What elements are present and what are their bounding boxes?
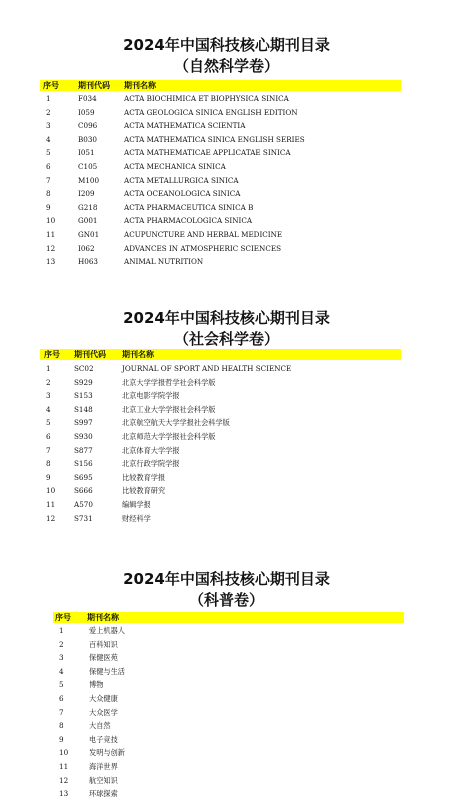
section-subtitle: （科普卷） bbox=[188, 591, 264, 609]
cell-no: 10 bbox=[46, 216, 56, 226]
table-row bbox=[53, 706, 404, 720]
cell-code: S153 bbox=[74, 391, 93, 401]
section-social-science bbox=[0, 309, 453, 523]
table-row bbox=[53, 678, 404, 692]
cell-name: 编辑学报 bbox=[122, 499, 151, 509]
cell-code: SC02 bbox=[74, 364, 94, 373]
cell-no: 6 bbox=[46, 431, 51, 441]
cell-code: S156 bbox=[74, 459, 93, 469]
cell-no: 5 bbox=[46, 148, 51, 158]
cell-no: 8 bbox=[46, 189, 51, 199]
cell-name: 爱上机器人 bbox=[89, 626, 125, 635]
table-row bbox=[40, 457, 401, 471]
cell-no: 5 bbox=[46, 418, 51, 428]
cell-name: 比较教育研究 bbox=[122, 486, 166, 496]
table-row bbox=[53, 665, 404, 679]
section-natural-science bbox=[0, 36, 453, 267]
table-header bbox=[53, 612, 404, 623]
table-row bbox=[40, 92, 401, 106]
cell-name: 北京师范大学学报社会科学版 bbox=[122, 431, 216, 441]
header-no: 序号 bbox=[44, 350, 60, 359]
cell-no: 1 bbox=[46, 364, 51, 373]
cell-code: I209 bbox=[78, 189, 95, 199]
cell-name: ACTA MATHEMATICA SINICA ENGLISH SERIES bbox=[124, 134, 305, 144]
section-title: 2024年中国科技核心期刊目录 bbox=[123, 36, 330, 54]
cell-name: 北京体育大学学报 bbox=[122, 445, 180, 455]
cell-no: 2 bbox=[46, 107, 51, 117]
table-row bbox=[40, 416, 401, 430]
table-body bbox=[40, 362, 401, 525]
table-row bbox=[40, 174, 401, 188]
section-subtitle: （社会科学卷） bbox=[173, 330, 279, 348]
cell-name: 保健医苑 bbox=[89, 653, 118, 663]
cell-no: 13 bbox=[46, 257, 56, 267]
table-header bbox=[40, 80, 401, 91]
cell-name: 海洋世界 bbox=[89, 761, 118, 771]
table-row bbox=[40, 119, 401, 133]
table-row bbox=[53, 624, 404, 638]
cell-name: ACTA METALLURGICA SINICA bbox=[124, 175, 239, 185]
cell-no: 1 bbox=[59, 626, 64, 635]
cell-name: ACTA PHARMACOLOGICA SINICA bbox=[124, 216, 253, 226]
cell-no: 8 bbox=[46, 459, 51, 469]
cell-code: S997 bbox=[74, 418, 93, 428]
cell-name: 百科知识 bbox=[89, 639, 118, 649]
header-no: 序号 bbox=[43, 81, 59, 90]
cell-no: 6 bbox=[46, 161, 51, 171]
table-row bbox=[53, 692, 404, 706]
table-row bbox=[53, 651, 404, 665]
cell-code: S695 bbox=[74, 472, 93, 482]
cell-code: I051 bbox=[78, 148, 95, 158]
cell-no: 11 bbox=[46, 499, 56, 509]
cell-name: ANIMAL NUTRITION bbox=[124, 257, 204, 267]
cell-no: 2 bbox=[59, 639, 64, 649]
cell-no: 12 bbox=[46, 513, 56, 523]
table-row bbox=[40, 160, 401, 174]
cell-no: 9 bbox=[46, 202, 51, 212]
header-name: 期刊名称 bbox=[87, 613, 119, 622]
cell-no: 4 bbox=[46, 404, 51, 414]
table-row bbox=[40, 146, 401, 160]
section-title: 2024年中国科技核心期刊目录 bbox=[123, 570, 330, 588]
table-row bbox=[40, 512, 401, 526]
cell-name: 比较教育学报 bbox=[122, 472, 166, 482]
table-header bbox=[40, 349, 401, 360]
cell-no: 4 bbox=[59, 666, 64, 676]
cell-name: ACTA MATHEMATICAE APPLICATAE SINICA bbox=[124, 148, 291, 158]
cell-name: ACTA OCEANOLOGICA SINICA bbox=[124, 189, 241, 199]
table-row bbox=[40, 187, 401, 201]
cell-no: 13 bbox=[59, 789, 69, 799]
cell-code: M100 bbox=[78, 175, 100, 185]
cell-no: 1 bbox=[46, 94, 51, 103]
cell-name: ACTA GEOLOGICA SINICA ENGLISH EDITION bbox=[124, 107, 298, 117]
section-popular-science bbox=[0, 570, 453, 799]
header-name: 期刊名称 bbox=[122, 350, 154, 359]
table-row bbox=[40, 362, 401, 376]
cell-code: A570 bbox=[74, 499, 93, 509]
cell-code: S929 bbox=[74, 377, 93, 387]
cell-name: 大众医学 bbox=[89, 707, 118, 717]
cell-no: 8 bbox=[59, 721, 64, 731]
cell-code: S877 bbox=[74, 445, 93, 455]
header-code: 期刊代码 bbox=[74, 350, 106, 359]
table-row bbox=[40, 242, 401, 256]
header-name: 期刊名称 bbox=[124, 81, 156, 90]
section-title: 2024年中国科技核心期刊目录 bbox=[123, 309, 330, 327]
table-row bbox=[40, 214, 401, 228]
cell-name: ACTA MATHEMATICA SCIENTIA bbox=[124, 121, 246, 131]
cell-no: 10 bbox=[59, 748, 69, 758]
cell-no: 3 bbox=[46, 391, 51, 401]
cell-no: 9 bbox=[46, 472, 51, 482]
table-row bbox=[53, 719, 404, 733]
cell-no: 10 bbox=[46, 486, 56, 496]
table-row bbox=[40, 430, 401, 444]
cell-no: 12 bbox=[59, 775, 69, 785]
table-row bbox=[40, 133, 401, 147]
cell-name: 财经科学 bbox=[122, 513, 151, 523]
cell-code: G001 bbox=[78, 216, 98, 226]
cell-code: I059 bbox=[78, 107, 95, 117]
table-row bbox=[53, 638, 404, 652]
cell-name: JOURNAL OF SPORT AND HEALTH SCIENCE bbox=[122, 364, 292, 373]
cell-no: 12 bbox=[46, 243, 56, 253]
cell-code: C105 bbox=[78, 161, 98, 171]
cell-name: 北京大学学报哲学社会科学版 bbox=[122, 377, 216, 387]
cell-code: C096 bbox=[78, 121, 98, 131]
cell-no: 7 bbox=[46, 175, 51, 185]
cell-no: 7 bbox=[59, 707, 64, 717]
cell-code: B030 bbox=[78, 134, 98, 144]
header-code: 期刊代码 bbox=[78, 81, 110, 90]
cell-no: 6 bbox=[59, 693, 64, 703]
table-row bbox=[40, 498, 401, 512]
table-row bbox=[40, 484, 401, 498]
table-row bbox=[53, 787, 404, 801]
cell-name: ACTA PHARMACEUTICA SINICA B bbox=[124, 202, 254, 212]
cell-code: G218 bbox=[78, 202, 98, 212]
cell-name: 环球探索 bbox=[89, 789, 118, 799]
table-row bbox=[53, 733, 404, 747]
table-row bbox=[40, 255, 401, 269]
cell-name: ACTA MECHANICA SINICA bbox=[124, 161, 226, 171]
cell-name: 大自然 bbox=[89, 721, 111, 731]
cell-name: 发明与创新 bbox=[89, 748, 125, 758]
cell-name: 博物 bbox=[89, 680, 104, 690]
table-row bbox=[53, 760, 404, 774]
table-row bbox=[40, 389, 401, 403]
cell-name: 保健与生活 bbox=[89, 666, 125, 676]
table-body bbox=[53, 624, 404, 801]
table-row bbox=[40, 106, 401, 120]
cell-no: 7 bbox=[46, 445, 51, 455]
cell-no: 2 bbox=[46, 377, 51, 387]
table-row bbox=[53, 746, 404, 760]
cell-code: H063 bbox=[78, 257, 98, 267]
cell-name: 北京电影学院学报 bbox=[122, 391, 180, 401]
cell-no: 11 bbox=[59, 761, 69, 771]
cell-name: 北京行政学院学报 bbox=[122, 459, 180, 469]
section-subtitle: （自然科学卷） bbox=[173, 57, 279, 75]
cell-no: 3 bbox=[59, 653, 64, 663]
table-row bbox=[40, 376, 401, 390]
cell-no: 3 bbox=[46, 121, 51, 131]
cell-no: 9 bbox=[59, 734, 64, 744]
cell-no: 11 bbox=[46, 229, 56, 239]
table-row bbox=[53, 774, 404, 788]
cell-name: ACUPUNCTURE AND HERBAL MEDICINE bbox=[124, 229, 283, 239]
cell-name: 北京工业大学学报社会科学版 bbox=[122, 404, 216, 414]
cell-name: 电子竞技 bbox=[89, 734, 118, 744]
table-row bbox=[40, 201, 401, 215]
cell-no: 5 bbox=[59, 680, 64, 690]
table-row bbox=[40, 444, 401, 458]
cell-name: ADVANCES IN ATMOSPHERIC SCIENCES bbox=[124, 243, 281, 253]
cell-name: 航空知识 bbox=[89, 775, 118, 785]
cell-code: F034 bbox=[78, 94, 97, 103]
table-row bbox=[40, 403, 401, 417]
cell-name: 北京航空航天大学学报社会科学版 bbox=[122, 418, 230, 428]
cell-code: S666 bbox=[74, 486, 93, 496]
header-no: 序号 bbox=[55, 613, 71, 622]
table-row bbox=[40, 471, 401, 485]
cell-code: I062 bbox=[78, 243, 95, 253]
cell-name: ACTA BIOCHIMICA ET BIOPHYSICA SINICA bbox=[124, 94, 289, 103]
table-body bbox=[40, 92, 401, 269]
cell-no: 4 bbox=[46, 134, 51, 144]
cell-name: 大众健康 bbox=[89, 693, 118, 703]
cell-code: GN01 bbox=[78, 229, 100, 239]
cell-code: S930 bbox=[74, 431, 93, 441]
table-row bbox=[40, 228, 401, 242]
cell-code: S148 bbox=[74, 404, 93, 414]
cell-code: S731 bbox=[74, 513, 93, 523]
